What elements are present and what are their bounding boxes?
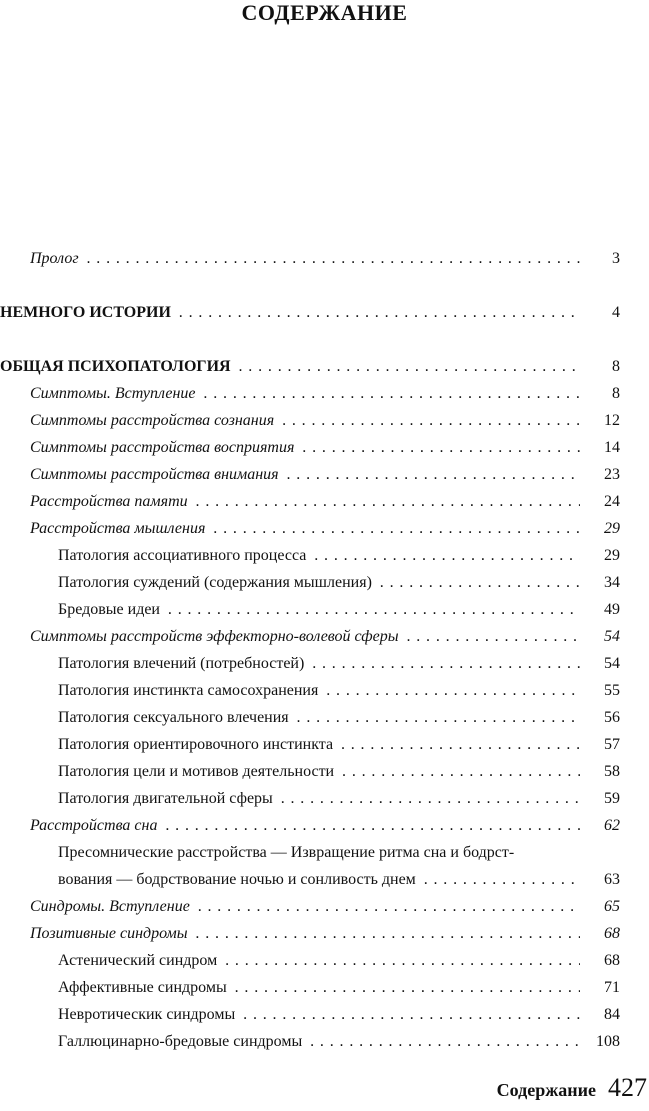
- toc-entry-page: 68: [584, 947, 620, 974]
- toc-entry-presomnic-line1[interactable]: Пресомнические расстройства — Извращение ритма сна и бодрст-: [58, 844, 515, 861]
- page-footer: [497, 1073, 647, 1107]
- toc-entry-orienting-instinct[interactable]: [0, 731, 622, 758]
- toc-entry-page: 12: [584, 407, 620, 434]
- toc-entry-page: 54: [584, 650, 620, 677]
- toc-entry-page: 62: [584, 812, 620, 839]
- toc-entry-label: Патология ориентировочного инстинкта: [58, 736, 336, 753]
- toc-entry-page: 56: [584, 704, 620, 731]
- toc-entry-general-psychopathology[interactable]: [0, 353, 622, 380]
- toc-entry-page: 29: [584, 515, 620, 542]
- toc-entry-label: вования — бодрствование ночью и сонливость днем: [58, 871, 419, 888]
- toc-entry-page: 68: [584, 920, 620, 947]
- toc-entry-label: Аффективные синдромы: [58, 979, 230, 996]
- toc-entry-page: 63: [584, 866, 620, 893]
- toc-entry-sleep[interactable]: [0, 812, 622, 839]
- toc-entry-page: 14: [584, 434, 620, 461]
- toc-entry-page: 108: [584, 1028, 620, 1055]
- toc-entry-associative[interactable]: [0, 542, 622, 569]
- toc-entry-page: 24: [584, 488, 620, 515]
- toc-entry-hallucinatory-delusional[interactable]: [0, 1028, 622, 1055]
- toc-entry-label: Синдромы. Вступление: [30, 898, 193, 915]
- toc-entry-thinking[interactable]: [0, 515, 622, 542]
- toc-entry-label: Пролог: [30, 250, 82, 267]
- page-title: СОДЕРЖАНИЕ: [241, 0, 408, 25]
- toc-entry-page: 34: [584, 569, 620, 596]
- toc-entry-consciousness[interactable]: [0, 407, 622, 434]
- toc-entry-page: 65: [584, 893, 620, 920]
- toc-entry-page: 3: [584, 245, 620, 272]
- toc-entry-page: 29: [584, 542, 620, 569]
- toc-entry-label: Симптомы расстройства внимания: [30, 466, 282, 483]
- toc-entry-label: НЕМНОГО ИСТОРИИ: [0, 304, 174, 321]
- toc-entry-label: Расстройства мышления: [30, 520, 208, 537]
- toc-entry-page: 8: [584, 380, 620, 407]
- toc-entry-label: Патология цели и мотивов деятельности: [58, 763, 337, 780]
- toc-entry-perception[interactable]: [0, 434, 622, 461]
- toc-entry-volition[interactable]: [0, 623, 622, 650]
- running-head: Содержание: [496, 1080, 596, 1100]
- page-number: 427: [608, 1073, 647, 1102]
- toc-entry-affective[interactable]: [0, 974, 622, 1001]
- toc-entry-prologue[interactable]: [0, 245, 622, 272]
- toc-entry-symptoms-intro[interactable]: [0, 380, 622, 407]
- toc-entry-page: 58: [584, 758, 620, 785]
- toc-entry-label: Галлюцинарно-бредовые синдромы: [58, 1033, 305, 1050]
- toc-entry-page: 8: [584, 353, 620, 380]
- toc-entry-label: Симптомы расстройств эффекторно-волевой сферы: [30, 628, 402, 645]
- toc-entry-drives[interactable]: [0, 650, 622, 677]
- toc-entry-sexual-drive[interactable]: [0, 704, 622, 731]
- toc-entry-label: Симптомы. Вступление: [30, 385, 199, 402]
- toc-entry-memory[interactable]: [0, 488, 622, 515]
- toc-entry-label: Патология влечений (потребностей): [58, 655, 307, 672]
- toc-entry-goals-motives[interactable]: [0, 758, 622, 785]
- toc-entry-page: 84: [584, 1001, 620, 1028]
- toc-entry-page: 55: [584, 677, 620, 704]
- toc-entry-label: Патология инстинкта самосохранения: [58, 682, 321, 699]
- toc-entry-label: Бредовые идеи: [58, 601, 163, 618]
- toc-entry-syndromes-intro[interactable]: [0, 893, 622, 920]
- toc-entry-label: Патология двигательной сферы: [58, 790, 276, 807]
- toc-entry-asthenic[interactable]: [0, 947, 622, 974]
- toc-entry-page: 71: [584, 974, 620, 1001]
- toc-entry-label: Астенический синдром: [58, 952, 220, 969]
- toc-entry-judgements[interactable]: [0, 569, 622, 596]
- toc-entry-history[interactable]: [0, 299, 622, 326]
- toc-entry-attention[interactable]: [0, 461, 622, 488]
- toc-entry-label: Симптомы расстройства восприятия: [30, 439, 297, 456]
- toc-entry-label: Невротическик синдромы: [58, 1006, 238, 1023]
- toc-entry-label: ОБЩАЯ ПСИХОПАТОЛОГИЯ: [0, 358, 234, 375]
- toc-entry-label: Патология ассоциативного процесса: [58, 547, 309, 564]
- toc-entry-page: 23: [584, 461, 620, 488]
- toc-entry-label: Симптомы расстройства сознания: [30, 412, 277, 429]
- toc-entry-page: 4: [584, 299, 620, 326]
- toc-entry-positive-syndromes[interactable]: [0, 920, 622, 947]
- toc-entry-page: 54: [584, 623, 620, 650]
- toc-entry-page: 57: [584, 731, 620, 758]
- toc-entry-neurotic[interactable]: [0, 1001, 622, 1028]
- toc-entry-label: Расстройства памяти: [30, 493, 191, 510]
- toc-entry-label: Патология сексуального влечения: [58, 709, 292, 726]
- toc-entry-self-preservation[interactable]: [0, 677, 622, 704]
- toc-entry-label: Расстройства сна: [30, 817, 160, 834]
- toc-entry-motor-sphere[interactable]: [0, 785, 622, 812]
- toc-entry-label: Позитивные синдромы: [30, 925, 191, 942]
- toc-entry-page: 49: [584, 596, 620, 623]
- toc-entry-delusions[interactable]: [0, 596, 622, 623]
- toc-entry-presomnic[interactable]: [0, 866, 622, 893]
- toc-entry-page: 59: [584, 785, 620, 812]
- toc-entry-label: Патология суждений (содержания мышления): [58, 574, 375, 591]
